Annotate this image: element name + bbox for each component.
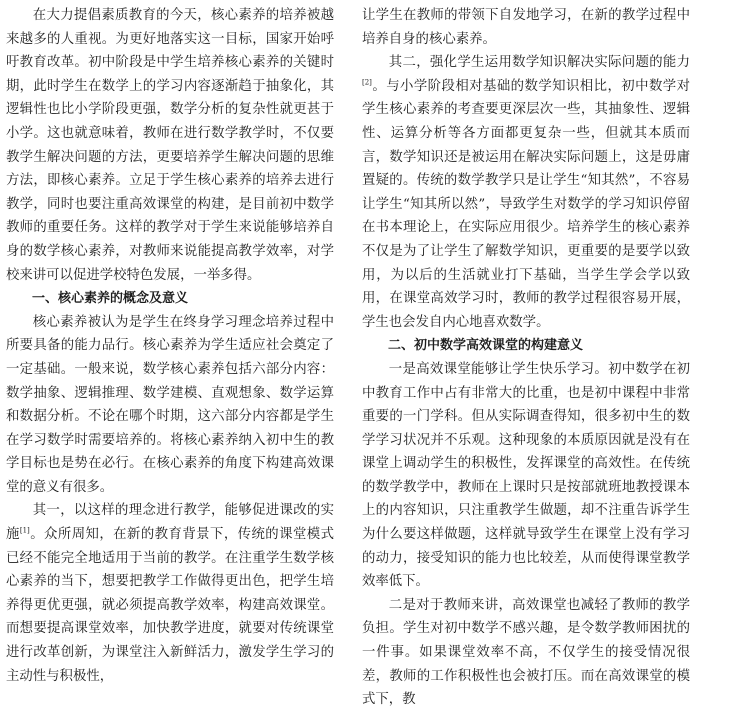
first-point-paragraph <box>6 499 334 688</box>
first-point-text-b: 。众所周知，在新的教育背景下，传统的课堂模式已经不能完全地适用于当前的教学。在注重学生数学核心素养的当下，想要把教学工作做得更出色，把学生培养得更优更强，就必须提高教学效率，构建高效课堂。而想要提高课堂效率，加快教学进度，就要对传统课堂进行改革创新，为课堂注入新鲜活力，激发学生学习的主动性与积极性， <box>6 527 335 684</box>
second-point-paragraph <box>362 51 690 334</box>
continuation-paragraph: 让学生在教师的带领下自发地学习，在新的教学过程中培养自身的核心素养。 <box>362 8 690 47</box>
core-literacy-paragraph: 核心素养被认为是学生在终身学习理念培养过程中所要具备的能力品行。核心素养为学生适应社会奠定了一定基础。一般来说，数学核心素养包括六部分内容：数学抽象、逻辑推理、数学建模、直观想象、数学运算和数据分析。不论在哪个时期，这六部分内容都是学生在学习数学时需要培养的。将核心素养纳入初中生的教学目标也是势在必行。在核心素养的角度下构建高效课堂的意义有很多。 <box>6 314 334 495</box>
intro-paragraph: 在大力提倡素质教育的今天，核心素养的培养被越来越多的人重视。为更好地落实这一目标，国家开始呼吁教育改革。初中阶段是中学生培养核心素养的关键时期，此时学生在数学上的学习内容逐渐趋于抽象化，其逻辑性也比小学阶段更强，数学分析的复杂性就更甚于小学。这也就意味着，教师在进行数学教学时，不仅要教学生解决问题的方法，更要培养学生解决问题的思维方法，即核心素养。立足于学生核心素养的培养去进行教学，同时也要注重高效课堂的构建，是目前初中数学教师的重要任务。这样的教学对于学生来说能够培养自身的数学核心素养，对教师来说能提高教学效率，对学校来讲可以促进学校特色发展，一举多得。 <box>6 8 334 283</box>
second-point-text-b: 。与小学阶段相对基础的数学知识相比，初中数学对学生核心素养的考查要更深层次一些，其抽象性、逻辑性、运算分析等各方面都更复杂一些，但就其本质而言，数学知识还是被运用在解决实际问题上，这是毋庸置疑的。传统的数学教学只是让学生“知其然”，不容易让学生“知其所以然”，导致学生对数学的学习知识停留在书本理论上，在实际应用很少。培养学生的核心素养不仅是为了让学生了解数学知识，更重要的是要学以致用，为以后的生活就业打下基础，当学生学会学以致用，在课堂高效学习时，教师的教学过程很容易开展，学生也会发自内心地喜欢数学。 <box>362 78 690 330</box>
section-heading-2: 二、初中数学高效课堂的构建意义 <box>388 338 584 354</box>
teacher-burden-paragraph: 二是对于教师来讲，高效课堂也减轻了教师的教学负担。学生对初中数学不感兴趣，是令数学教师困扰的一件事。如果课堂效率不高，不仅学生的接受情况很差，教师的工作积极性也会被打压。而在高效课堂的模式下，教 <box>362 597 690 708</box>
section-heading-1: 一、核心素养的概念及意义 <box>32 291 189 307</box>
right-column <box>362 4 690 712</box>
happy-learning-paragraph: 一是高效课堂能够让学生快乐学习。初中数学在初中教育工作中占有非常大的比重，也是初中课程中非常重要的一门学科。但从实际调查得知，很多初中生的数学学习状况并不乐观。这种现象的本质原因就是没有在课堂上调动学生的积极性，发挥课堂的高效性。在传统的数学教学中，教师在上课时只是按部就班地教授课本上的内容知识，只注重教学生做题，却不注重告诉学生为什么要这样做题，这样就导致学生在课堂上没有学习的动力，接受知识的能力也比较差，从而使得课堂教学效率低下。 <box>362 361 690 590</box>
citation-1: [1] <box>19 526 30 535</box>
second-point-text-a: 其二，强化学生运用数学知识解决实际问题的能力 <box>388 55 690 71</box>
first-point-text-a: 其一，以这样的理念进行教学，能够促进课改的实施 <box>6 503 334 543</box>
citation-2: [2] <box>362 78 372 87</box>
left-column <box>6 4 334 688</box>
